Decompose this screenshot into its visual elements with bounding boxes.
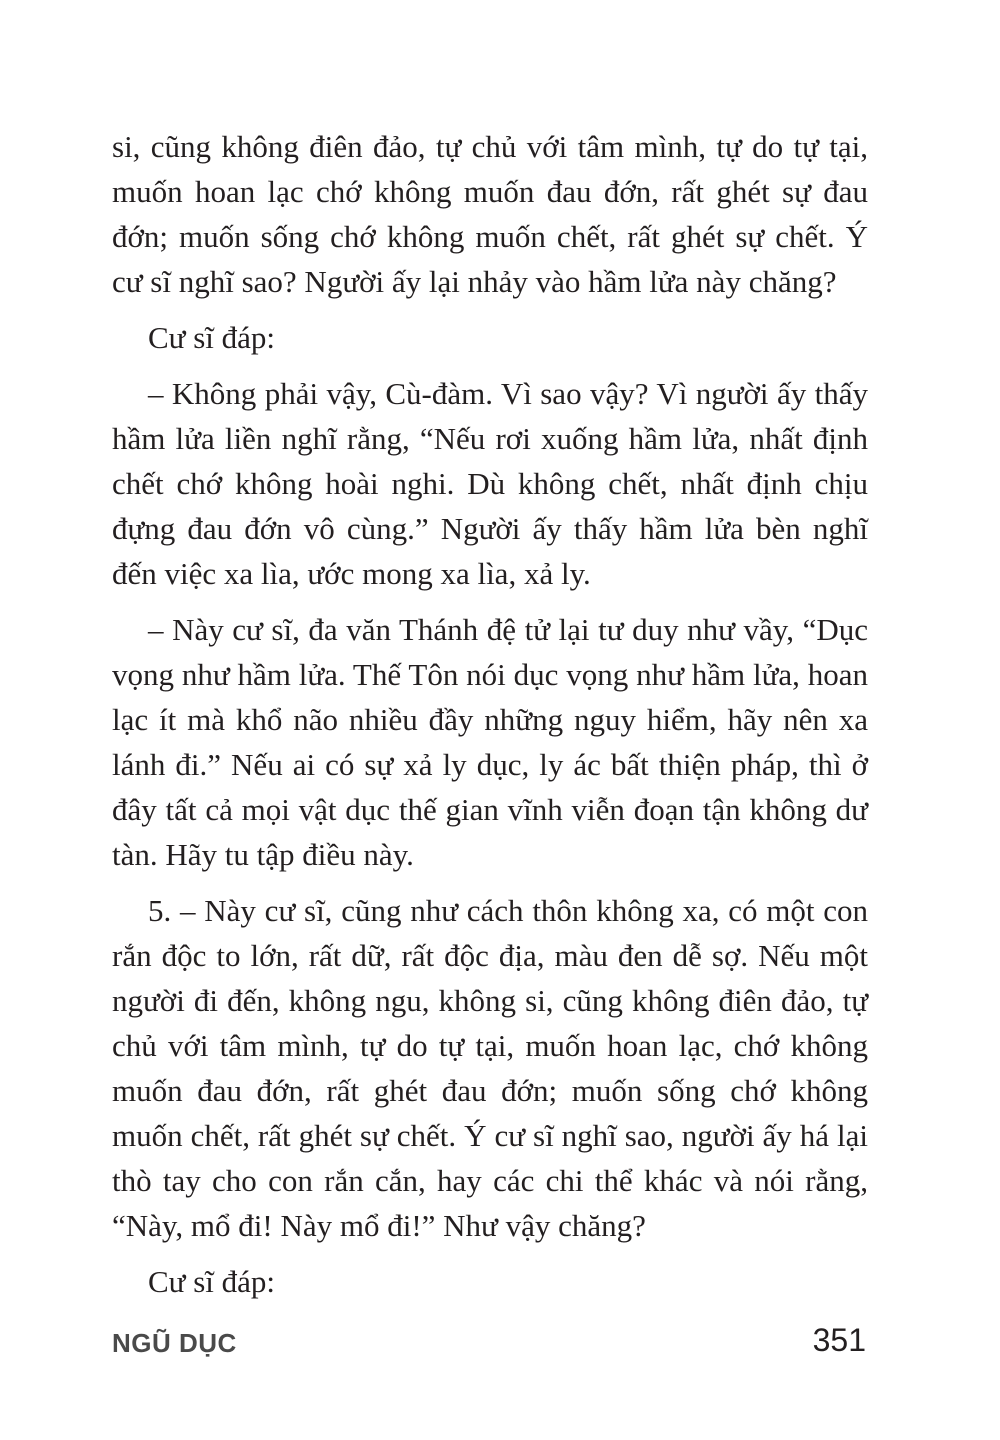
paragraph-section-5: 5. – Này cư sĩ, cũng như cách thôn không xa, có một con rắn độc to lớn, rất dữ, rất độc địa, màu đen dễ sợ. Nếu một người đi đến, không ngu, không si, cũng không điên đảo, tự chủ với tâm mình, tự do tự tại, muốn hoan lạc, chớ không muốn đau đớn, rất ghét đau đớn; muốn sống chớ không muốn chết, rất ghét sự chết. Ý cư sĩ nghĩ sao, người ấy há lại thò tay cho con rắn cắn, hay các chi thể khác và nói rằng, “Này, mổ đi! Này mổ đi!” Như vậy chăng? [112,893,868,1243]
paragraph-continuation: si, cũng không điên đảo, tự chủ với tâm mình, tự do tự tại, muốn hoan lạc chớ không muốn đau đớn, rất ghét sự đau đớn; muốn sống chớ không muốn chết, rất ghét sự chết. Ý cư sĩ nghĩ sao? Người ấy lại nhảy vào hầm lửa này chăng? [112,129,868,299]
paragraph-reply: – Không phải vậy, Cù-đàm. Vì sao vậy? Vì người ấy thấy hầm lửa liền nghĩ rằng, “Nếu rơi xuống hầm lửa, nhất định chết chớ không hoài nghi. Dù không chết, nhất định chịu đựng đau đớn vô cùng.” Người ấy thấy hầm lửa bèn nghĩ đến việc xa lìa, ước mong xa lìa, xả ly. [112,376,868,591]
running-footer-title: NGŨ DỤC [112,1328,237,1358]
paragraph-teaching: – Này cư sĩ, đa văn Thánh đệ tử lại tư duy như vầy, “Dục vọng như hầm lửa. Thế Tôn nói dục vọng như hầm lửa, hoan lạc ít mà khổ não nhiều đầy những nguy hiểm, hãy nên xa lánh đi.” Nếu ai có sự xả ly dục, ly ác bất thiện pháp, thì ở đây tất cả mọi vật dục thế gian vĩnh viễn đoạn tận không dư tàn. Hãy tu tập điều này. [112,612,868,872]
page-number: 351 [812,1322,866,1358]
paragraph-reply-intro-2: Cư sĩ đáp: [148,1264,276,1299]
paragraph-reply-intro: Cư sĩ đáp: [148,320,276,355]
body-text [112,124,868,1315]
